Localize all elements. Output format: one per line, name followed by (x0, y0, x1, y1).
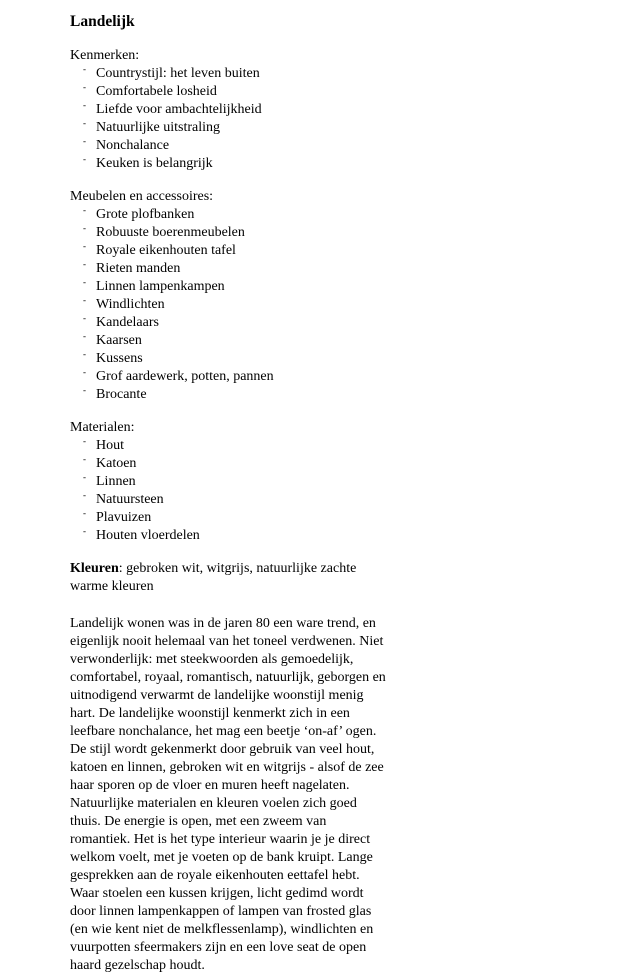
paragraph-line: vuurpotten sfeermakers zijn en een love seat de open (70, 940, 367, 955)
kenmerken-list (70, 65, 410, 173)
list-item: - Comfortabele losheid (83, 82, 217, 99)
bullet-icon: - (83, 259, 86, 269)
list-item: - Natuurlijke uitstraling (83, 118, 221, 135)
kleuren-label: Kleuren (70, 561, 119, 576)
paragraph-line: thuis. De energie is open, met een zweem van (70, 814, 327, 829)
list-item: - Brocante (83, 385, 147, 402)
paragraph-line: Natuurlijke materialen en kleuren voelen zich goed (70, 796, 357, 811)
list-item: - Robuuste boerenmeubelen (83, 223, 245, 240)
body-paragraph (70, 615, 410, 975)
list-item: - Kaarsen (83, 331, 142, 348)
bullet-icon: - (83, 205, 86, 215)
list-item: - Kussens (83, 349, 143, 366)
bullet-icon: - (83, 118, 86, 128)
list-item: - Linnen (83, 472, 136, 489)
bullet-icon: - (83, 313, 86, 323)
paragraph-line: leefbare nonchalance, het mag een beetje ‘on-af’ ogen. (70, 724, 377, 739)
bullet-icon: - (83, 385, 86, 395)
kleuren-paragraph (70, 560, 410, 596)
list-item: - Royale eikenhouten tafel (83, 241, 236, 258)
bullet-icon: - (83, 241, 86, 251)
list-item: - Katoen (83, 454, 137, 471)
bullet-icon: - (83, 331, 86, 341)
bullet-icon: - (83, 100, 86, 110)
materialen-list (70, 437, 410, 545)
list-item: - Windlichten (83, 295, 165, 312)
meubelen-list (70, 206, 410, 404)
list-item: - Kandelaars (83, 313, 159, 330)
bullet-icon: - (83, 490, 86, 500)
list-item: - Grof aardewerk, potten, pannen (83, 367, 274, 384)
bullet-icon: - (83, 472, 86, 482)
paragraph-line: welkom voelt, met je voeten op de bank kruipt. Lange (70, 850, 373, 865)
list-item: - Grote plofbanken (83, 205, 195, 222)
bullet-icon: - (83, 349, 86, 359)
paragraph-line: door linnen lampenkappen of lampen van frosted glas (70, 904, 372, 919)
paragraph-line: De stijl wordt gekenmerkt door gebruik van veel hout, (70, 742, 375, 757)
bullet-icon: - (83, 277, 86, 287)
paragraph-line: Waar stoelen een kussen krijgen, licht gedimd wordt (70, 886, 364, 901)
kenmerken-heading: Kenmerken: (70, 48, 140, 63)
bullet-icon: - (83, 454, 86, 464)
bullet-icon: - (83, 508, 86, 518)
list-item: - Linnen lampenkampen (83, 277, 225, 294)
bullet-icon: - (83, 82, 86, 92)
bullet-icon: - (83, 295, 86, 305)
paragraph-line: uitnodigend verwarmt de landelijke woonstijl menig (70, 688, 364, 703)
kleuren-text-continued: warme kleuren (70, 579, 154, 594)
document-title: Landelijk (70, 13, 135, 30)
document-page (70, 12, 410, 975)
meubelen-heading: Meubelen en accessoires: (70, 189, 214, 204)
bullet-icon: - (83, 223, 86, 233)
paragraph-line: gesprekken aan de royale eikenhouten eettafel hebt. (70, 868, 360, 883)
list-item: - Plavuizen (83, 508, 152, 525)
list-item: - Countrystijl: het leven buiten (83, 64, 260, 81)
list-item: - Rieten manden (83, 259, 181, 276)
kleuren-text: : gebroken wit, witgrijs, natuurlijke zachte (118, 561, 357, 576)
list-item: - Keuken is belangrijk (83, 154, 213, 171)
bullet-icon: - (83, 154, 86, 164)
paragraph-line: hart. De landelijke woonstijl kenmerkt zich in een (70, 706, 350, 721)
bullet-icon: - (83, 436, 86, 446)
bullet-icon: - (83, 526, 86, 536)
paragraph-line: romantiek. Het is het type interieur waarin je je direct (70, 832, 371, 847)
list-item: - Nonchalance (83, 136, 170, 153)
list-item: - Liefde voor ambachtelijkheid (83, 100, 262, 117)
paragraph-line: (en wie kent niet de melkflessenlamp), windlichten en (70, 922, 374, 937)
paragraph-line: comfortabel, royaal, romantisch, natuurlijk, geborgen en (70, 670, 386, 685)
paragraph-line: Landelijk wonen was in de jaren 80 een ware trend, en (70, 616, 376, 631)
paragraph-line: katoen en linnen, gebroken wit en witgrijs - alsof de zee (70, 760, 384, 775)
paragraph-line: verwonderlijk: met steekwoorden als gemoedelijk, (70, 652, 354, 667)
list-item: - Houten vloerdelen (83, 526, 200, 543)
paragraph-line: haard gezelschap houdt. (70, 958, 205, 973)
paragraph-line: eigenlijk nooit helemaal van het toneel verdwenen. Niet (70, 634, 384, 649)
materialen-heading: Materialen: (70, 420, 135, 435)
list-item: - Natuursteen (83, 490, 164, 507)
list-item: - Hout (83, 436, 124, 453)
bullet-icon: - (83, 367, 86, 377)
paragraph-line: haar sporen op de vloer en muren heeft nagelaten. (70, 778, 350, 793)
bullet-icon: - (83, 136, 86, 146)
bullet-icon: - (83, 64, 86, 74)
